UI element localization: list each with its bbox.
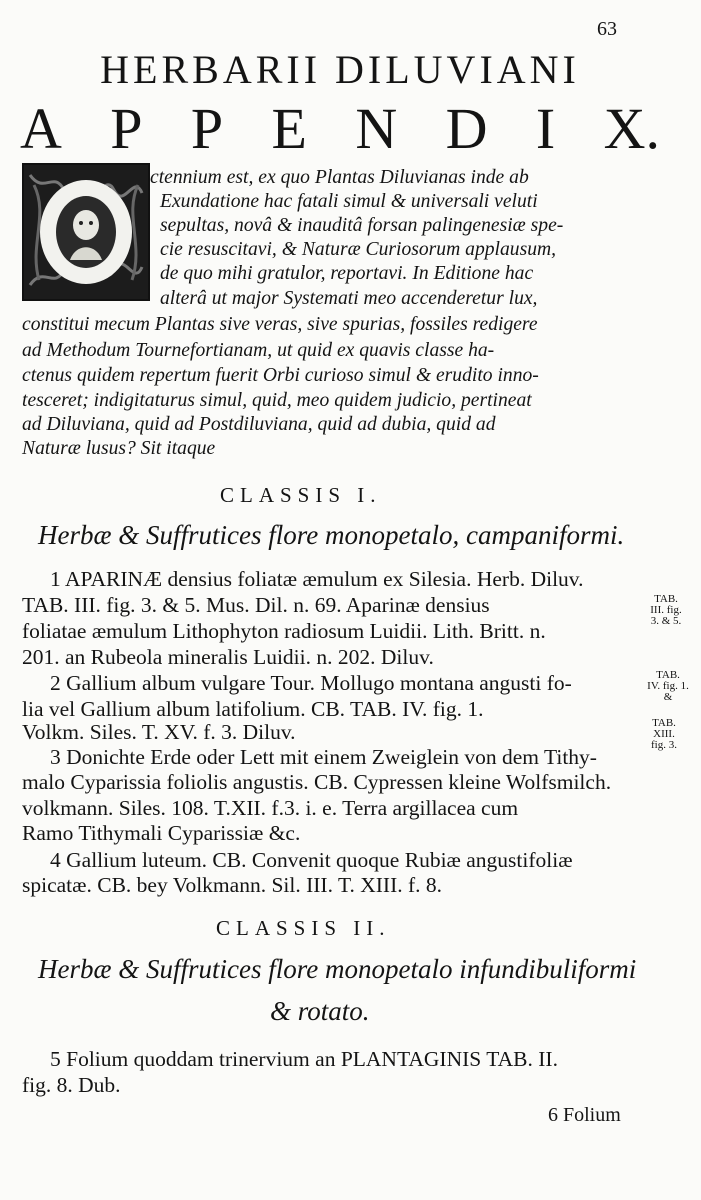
entry-line: Volkm. Siles. T. XV. f. 3. Diluv.: [22, 720, 296, 744]
entry-line: 5 Folium quoddam trinervium an PLANTAGINIS TAB. II.: [50, 1047, 558, 1071]
entry-line: TAB. III. fig. 3. & 5. Mus. Dil. n. 69. Aparinæ densius: [22, 593, 490, 617]
intro-line: sepultas, novâ & inauditâ forsan palingenesiæ spe-: [160, 215, 564, 236]
entry-line: spicatæ. CB. bey Volkmann. Sil. III. T. XIII. f. 8.: [22, 873, 443, 897]
side-note: TAB. XIII. fig. 3.: [651, 717, 677, 751]
side-note: TAB. IV. fig. 1. &: [647, 669, 689, 703]
entry-line: 1 APARINÆ densius foliatæ æmulum ex Silesia. Herb. Diluv.: [50, 567, 584, 591]
title-letter: D: [445, 96, 488, 161]
decorated-initial-o-icon: [22, 163, 150, 301]
intro-line: alterâ ut major Systemati meo accenderetur lux,: [160, 288, 538, 309]
entry-line: malo Cyparissia foliolis angustis. CB. Cypressen kleine Wolfsmilch.: [22, 770, 612, 794]
title-letter: N: [355, 96, 398, 161]
title-letter: X.: [603, 96, 660, 161]
classis-title: Herbæ & Suffrutices flore monopetalo, campaniformi.: [38, 520, 625, 550]
classis-heading: CLASSIS II.: [216, 916, 391, 940]
page-number: 63: [597, 18, 617, 40]
entry-line: 4 Gallium luteum. CB. Convenit quoque Rubiæ angustifoliæ: [50, 848, 573, 872]
entry-line: 3 Donichte Erde oder Lett mit einem Zweiglein von dem Tithy-: [50, 745, 597, 769]
title-letter: A: [20, 96, 62, 161]
intro-line: ctennium est, ex quo Plantas Diluvianas inde ab: [150, 167, 529, 188]
intro-line: cie resuscitavi, & Naturæ Curiosorum applausum,: [160, 239, 557, 260]
intro-line: tesceret; indigitaturus simul, quid, meo quidem judicio, pertineat: [22, 390, 532, 411]
entry-line: 201. an Rubeola mineralis Luidii. n. 202. Diluv.: [22, 645, 434, 669]
entry-line: fig. 8. Dub.: [22, 1073, 121, 1097]
intro-line: Naturæ lusus? Sit itaque: [22, 438, 216, 459]
intro-line: de quo mihi gratulor, reportavi. In Editione hac: [160, 263, 534, 284]
title-letter: I: [535, 96, 556, 161]
entry-line: 2 Gallium album vulgare Tour. Mollugo montana angusti fo-: [50, 671, 572, 695]
intro-line: ctenus quidem repertum fuerit Orbi curioso simul & erudito inno-: [22, 365, 539, 386]
entry-line: lia vel Gallium album latifolium. CB. TAB. IV. fig. 1.: [22, 697, 484, 721]
entry-line: Ramo Tithymali Cyparissiæ &c.: [22, 821, 301, 845]
catchword: 6 Folium: [548, 1104, 621, 1126]
intro-line: ad Diluviana, quid ad Postdiluviana, quid ad dubia, quid ad: [22, 414, 496, 435]
title-line-1: HERBARII DILUVIANI: [100, 47, 580, 92]
side-note: TAB. III. fig. 3. & 5.: [650, 593, 682, 627]
title-line-2: [20, 97, 660, 161]
intro-line: Exundatione hac fatali simul & universali veluti: [160, 191, 538, 212]
intro-line: ad Methodum Tournefortianam, ut quid ex quavis classe ha-: [22, 340, 495, 361]
title-letter: P: [190, 96, 224, 161]
classis-title: & rotato.: [270, 996, 370, 1026]
title-letter: P: [110, 96, 143, 161]
classis-title: Herbæ & Suffrutices flore monopetalo infundibuliformi: [38, 954, 637, 984]
title-letter: E: [271, 96, 307, 161]
entry-line: foliatae æmulum Lithophyton radiosum Luidii. Lith. Britt. n.: [22, 619, 546, 643]
intro-line: constitui mecum Plantas sive veras, sive spurias, fossiles redigere: [22, 314, 538, 335]
classis-heading: CLASSIS I.: [220, 483, 382, 507]
entry-line: volkmann. Siles. 108. T.XII. f.3. i. e. Terra argillacea cum: [22, 796, 519, 820]
